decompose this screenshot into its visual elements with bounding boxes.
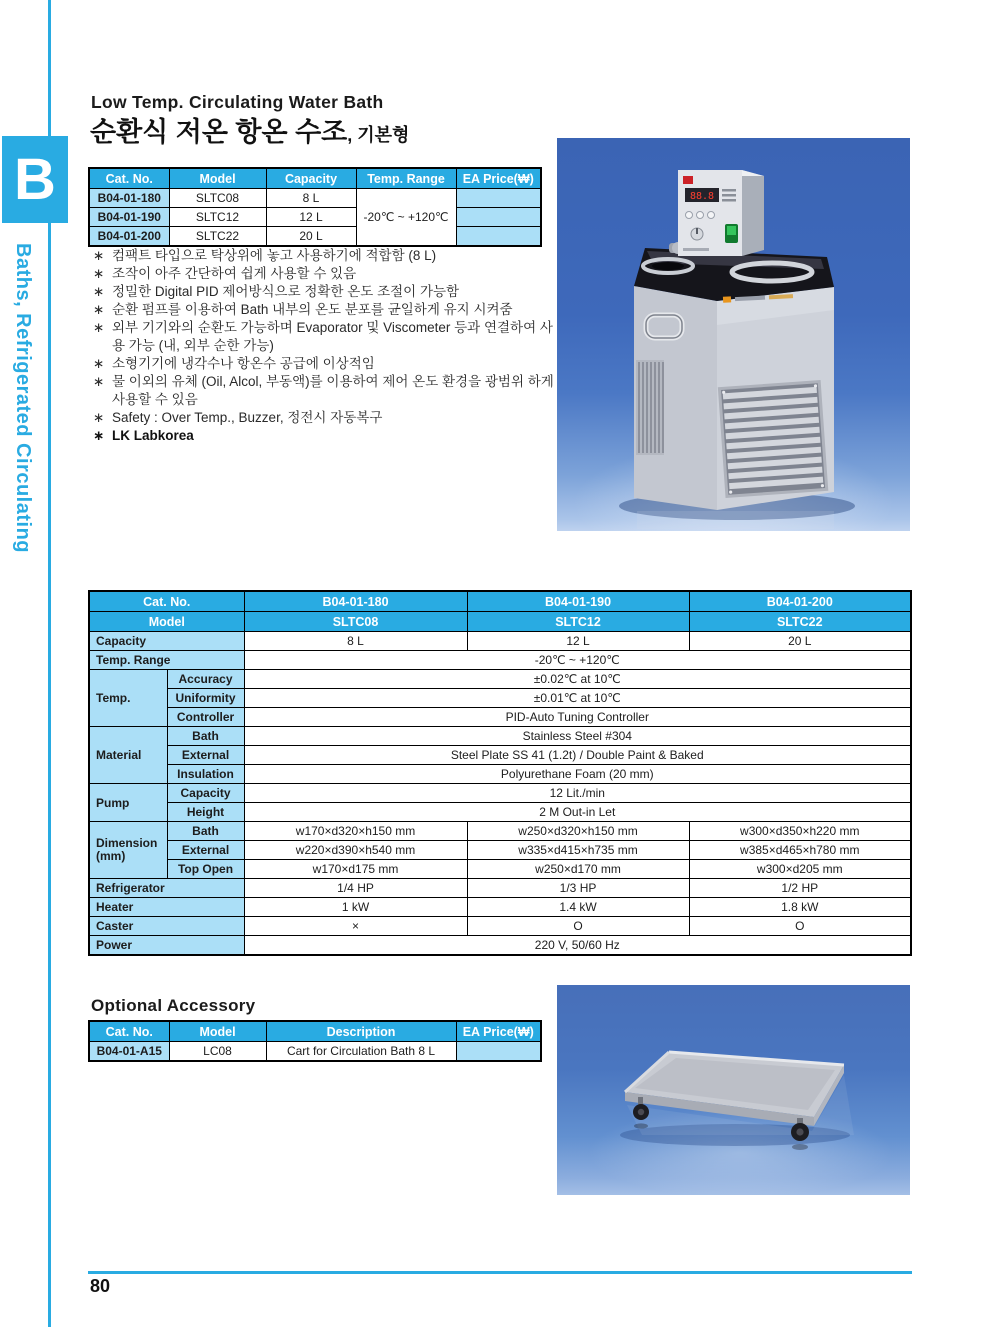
feature-text: 컴팩트 타입으로 탁상위에 놓고 사용하기에 적합함 (8 L) <box>112 248 437 263</box>
spec-header-row <box>89 612 911 632</box>
spec-label: Capacity <box>89 632 244 651</box>
feature-item <box>93 283 555 301</box>
vent-slat <box>642 362 644 453</box>
spec-value: w385×d465×h780 mm <box>689 841 911 860</box>
feature-text: 물 이외의 유체 (Oil, Alcol, 부동액)를 이용하여 제어 온도 환경을 광범위 하게 사용할 수 있음 <box>112 374 554 407</box>
bullet-asterisk: ∗ <box>93 428 105 443</box>
cart-illustration <box>557 985 910 1195</box>
display-label-line <box>722 194 736 197</box>
price-cell-empty <box>456 208 541 227</box>
spec-sublabel: Bath <box>167 822 244 841</box>
spec-row-dimension-bath <box>89 822 911 841</box>
table-header-row <box>89 168 541 189</box>
model-cell: SLTC08 <box>169 189 266 208</box>
feature-text: 조작이 아주 간단하여 쉽게 사용할 수 있음 <box>112 266 357 281</box>
spec-row-temp-uniformity <box>89 689 911 708</box>
spec-row-dimension-top-open <box>89 860 911 879</box>
bullet-asterisk: ∗ <box>93 320 105 335</box>
model-cell: LC08 <box>169 1042 266 1062</box>
bullet-asterisk: ∗ <box>93 410 105 425</box>
spec-value: w335×d415×h735 mm <box>467 841 689 860</box>
brand-logo-red <box>683 176 693 184</box>
specification-table <box>88 590 912 956</box>
brand-note <box>93 427 555 445</box>
vent-slat <box>646 362 648 453</box>
spec-header-model-value: SLTC12 <box>467 612 689 632</box>
spec-sublabel: Top Open <box>167 860 244 879</box>
spec-value: w300×d350×h220 mm <box>689 822 911 841</box>
spec-value: ±0.01℃ at 10℃ <box>244 689 911 708</box>
page-number: 80 <box>90 1276 111 1296</box>
spec-label: Caster <box>89 917 244 936</box>
spec-row-pump-capacity <box>89 784 911 803</box>
spec-label: Heater <box>89 898 244 917</box>
spec-value: 1/2 HP <box>689 879 911 898</box>
spec-sublabel: Bath <box>167 727 244 746</box>
price-cell-empty <box>456 1042 541 1062</box>
display-label-line <box>722 189 736 192</box>
feature-text: 정밀한 Digital PID 제어방식으로 정확한 온도 조절이 가능함 <box>112 284 460 299</box>
col-header-ea-price: EA Price(₩) <box>456 168 541 189</box>
page-title-korean-main: 순환식 저온 항온 수조 <box>90 117 348 147</box>
bath-opening-hole <box>652 262 684 270</box>
page-title-english: Low Temp. Circulating Water Bath <box>91 92 384 112</box>
vent-slat <box>650 362 652 453</box>
spec-header-row <box>89 591 911 612</box>
spec-row-heater <box>89 898 911 917</box>
optional-accessory-table <box>88 1020 542 1062</box>
spec-group-label: Dimension (mm) <box>89 822 167 879</box>
product-photo-water-bath <box>557 138 910 531</box>
spec-value: 1.8 kW <box>689 898 911 917</box>
feature-item <box>93 265 555 283</box>
col-header-description: Description <box>266 1021 456 1042</box>
control-button <box>686 212 693 219</box>
spec-group-label: Pump <box>89 784 167 822</box>
caster-hub <box>796 1128 803 1135</box>
spec-label: Refrigerator <box>89 879 244 898</box>
feature-text: 외부 기기와의 순환도 가능하며 Evaporator 및 Viscometer 등과 연결하여 사용 가능 (내, 외부 순한 가능) <box>112 320 553 353</box>
feature-item <box>93 373 555 409</box>
table-row <box>89 189 541 208</box>
section-vertical-label: Baths, Refrigerated Circulating <box>12 243 34 554</box>
spec-value: 1.4 kW <box>467 898 689 917</box>
cat-no-cell: B04-01-200 <box>89 227 169 247</box>
display-label-line <box>722 199 736 202</box>
spec-value: Stainless Steel #304 <box>244 727 911 746</box>
spec-header-model-value: SLTC08 <box>244 612 467 632</box>
controller-footer-label <box>683 248 709 251</box>
spec-sublabel: Height <box>167 803 244 822</box>
price-cell-empty <box>456 189 541 208</box>
spec-value: 220 V, 50/60 Hz <box>244 936 911 956</box>
spec-header-cat-no: Cat. No. <box>89 591 244 612</box>
table-header-row <box>89 1021 541 1042</box>
control-button <box>697 212 704 219</box>
spec-row-capacity <box>89 632 911 651</box>
spec-sublabel: External <box>167 746 244 765</box>
bullet-asterisk: ∗ <box>93 284 105 299</box>
control-button <box>708 212 715 219</box>
spec-value: 2 M Out-in Let <box>244 803 911 822</box>
spec-row-refrigerator <box>89 879 911 898</box>
floor-reflection <box>637 511 834 529</box>
display-digits: 88.8 <box>689 191 715 202</box>
spec-row-pump-height <box>89 803 911 822</box>
model-cell: SLTC22 <box>169 227 266 247</box>
spec-group-label: Temp. <box>89 670 167 727</box>
vent-slat <box>654 362 656 453</box>
feature-item <box>93 409 555 427</box>
spec-label: Temp. Range <box>89 651 244 670</box>
spec-sublabel: Controller <box>167 708 244 727</box>
spec-value: O <box>689 917 911 936</box>
spec-header-model-value: SLTC22 <box>689 612 911 632</box>
page-title-korean <box>90 110 409 149</box>
product-photo-cart <box>557 985 910 1195</box>
feature-item <box>93 355 555 373</box>
spec-header-cat-value: B04-01-180 <box>244 591 467 612</box>
section-tab-badge <box>2 136 68 223</box>
col-header-model: Model <box>169 1021 266 1042</box>
spec-label: Power <box>89 936 244 956</box>
bullet-asterisk: ∗ <box>93 374 105 389</box>
temp-range-cell: -20℃ ~ +120℃ <box>356 189 456 247</box>
spec-row-material-insulation <box>89 765 911 784</box>
price-cell-empty <box>456 227 541 247</box>
capacity-cell: 20 L <box>266 227 356 247</box>
caster-hub <box>638 1109 644 1115</box>
bullet-asterisk: ∗ <box>93 302 105 317</box>
spec-value: 1/3 HP <box>467 879 689 898</box>
spec-value: ±0.02℃ at 10℃ <box>244 670 911 689</box>
feature-item <box>93 319 555 355</box>
feature-item <box>93 247 555 265</box>
spec-row-caster <box>89 917 911 936</box>
controller-side-panel <box>742 170 764 256</box>
col-header-capacity: Capacity <box>266 168 356 189</box>
vent-slat <box>662 362 664 453</box>
spec-value: 12 L <box>467 632 689 651</box>
spec-sublabel: External <box>167 841 244 860</box>
capacity-cell: 12 L <box>266 208 356 227</box>
optional-accessory-heading: Optional Accessory <box>91 996 256 1015</box>
spec-row-dimension-external <box>89 841 911 860</box>
feature-text: Safety : Over Temp., Buzzer, 정전시 자동복구 <box>112 410 383 425</box>
power-switch-light <box>727 226 736 235</box>
spec-value: w170×d175 mm <box>244 860 467 879</box>
spec-value: w250×d320×h150 mm <box>467 822 689 841</box>
col-header-model: Model <box>169 168 266 189</box>
spec-value: w300×d205 mm <box>689 860 911 879</box>
vent-slat <box>638 362 640 453</box>
col-header-cat-no: Cat. No. <box>89 1021 169 1042</box>
intro-price-table <box>88 167 542 247</box>
caster-reflection <box>792 1144 808 1150</box>
side-vents <box>636 360 664 455</box>
spec-header-cat-value: B04-01-190 <box>467 591 689 612</box>
spec-sublabel: Uniformity <box>167 689 244 708</box>
col-header-temp-range: Temp. Range <box>356 168 456 189</box>
feature-item <box>93 301 555 319</box>
feature-list <box>93 247 555 445</box>
page-title-korean-suffix: , 기본형 <box>347 125 410 145</box>
col-header-ea-price: EA Price(₩) <box>456 1021 541 1042</box>
table-row <box>89 227 541 247</box>
footer-rule <box>88 1271 912 1274</box>
feature-text: 순환 펌프를 이용하여 Bath 내부의 온도 분포를 균일하게 유지 시켜줌 <box>112 302 513 317</box>
spec-row-temp-range <box>89 651 911 670</box>
spec-value: Steel Plate SS 41 (1.2t) / Double Paint & Baked <box>244 746 911 765</box>
caster-reflection <box>634 1123 648 1128</box>
spec-value: w220×d390×h540 mm <box>244 841 467 860</box>
spec-value: 1 kW <box>244 898 467 917</box>
brand-note-text: LK Labkorea <box>112 428 194 443</box>
spec-value: 20 L <box>689 632 911 651</box>
spec-value: w250×d170 mm <box>467 860 689 879</box>
spec-row-material-bath <box>89 727 911 746</box>
bullet-asterisk: ∗ <box>93 356 105 371</box>
cat-no-cell: B04-01-190 <box>89 208 169 227</box>
spec-value: 12 Lit./min <box>244 784 911 803</box>
front-logo-orange <box>723 296 731 302</box>
spec-header-cat-value: B04-01-200 <box>689 591 911 612</box>
table-row <box>89 208 541 227</box>
capacity-cell: 8 L <box>266 189 356 208</box>
spec-value: PID-Auto Tuning Controller <box>244 708 911 727</box>
spec-value: Polyurethane Foam (20 mm) <box>244 765 911 784</box>
spec-sublabel: Accuracy <box>167 670 244 689</box>
spec-value: × <box>244 917 467 936</box>
spec-group-label: Material <box>89 727 167 784</box>
front-grille <box>719 382 826 497</box>
spec-sublabel: Insulation <box>167 765 244 784</box>
spec-value: 8 L <box>244 632 467 651</box>
spec-value: -20℃ ~ +120℃ <box>244 651 911 670</box>
spec-row-material-external <box>89 746 911 765</box>
feature-text: 소형기기에 냉각수나 항온수 공급에 이상적임 <box>112 356 375 371</box>
table-row <box>89 1042 541 1062</box>
spec-row-power <box>89 936 911 956</box>
cat-no-cell: B04-01-A15 <box>89 1042 169 1062</box>
spec-value: O <box>467 917 689 936</box>
spec-row-temp-controller <box>89 708 911 727</box>
bullet-asterisk: ∗ <box>93 266 105 281</box>
spec-row-temp-accuracy <box>89 670 911 689</box>
knob-pointer <box>696 228 698 234</box>
spec-value: 1/4 HP <box>244 879 467 898</box>
water-bath-illustration <box>557 138 910 531</box>
model-cell: SLTC12 <box>169 208 266 227</box>
col-header-cat-no: Cat. No. <box>89 168 169 189</box>
cat-no-cell: B04-01-180 <box>89 189 169 208</box>
spec-value: w170×d320×h150 mm <box>244 822 467 841</box>
section-letter: B <box>14 147 56 212</box>
spec-sublabel: Capacity <box>167 784 244 803</box>
description-cell: Cart for Circulation Bath 8 L <box>266 1042 456 1062</box>
bullet-asterisk: ∗ <box>93 248 105 263</box>
spec-header-model: Model <box>89 612 244 632</box>
vent-slat <box>658 362 660 453</box>
